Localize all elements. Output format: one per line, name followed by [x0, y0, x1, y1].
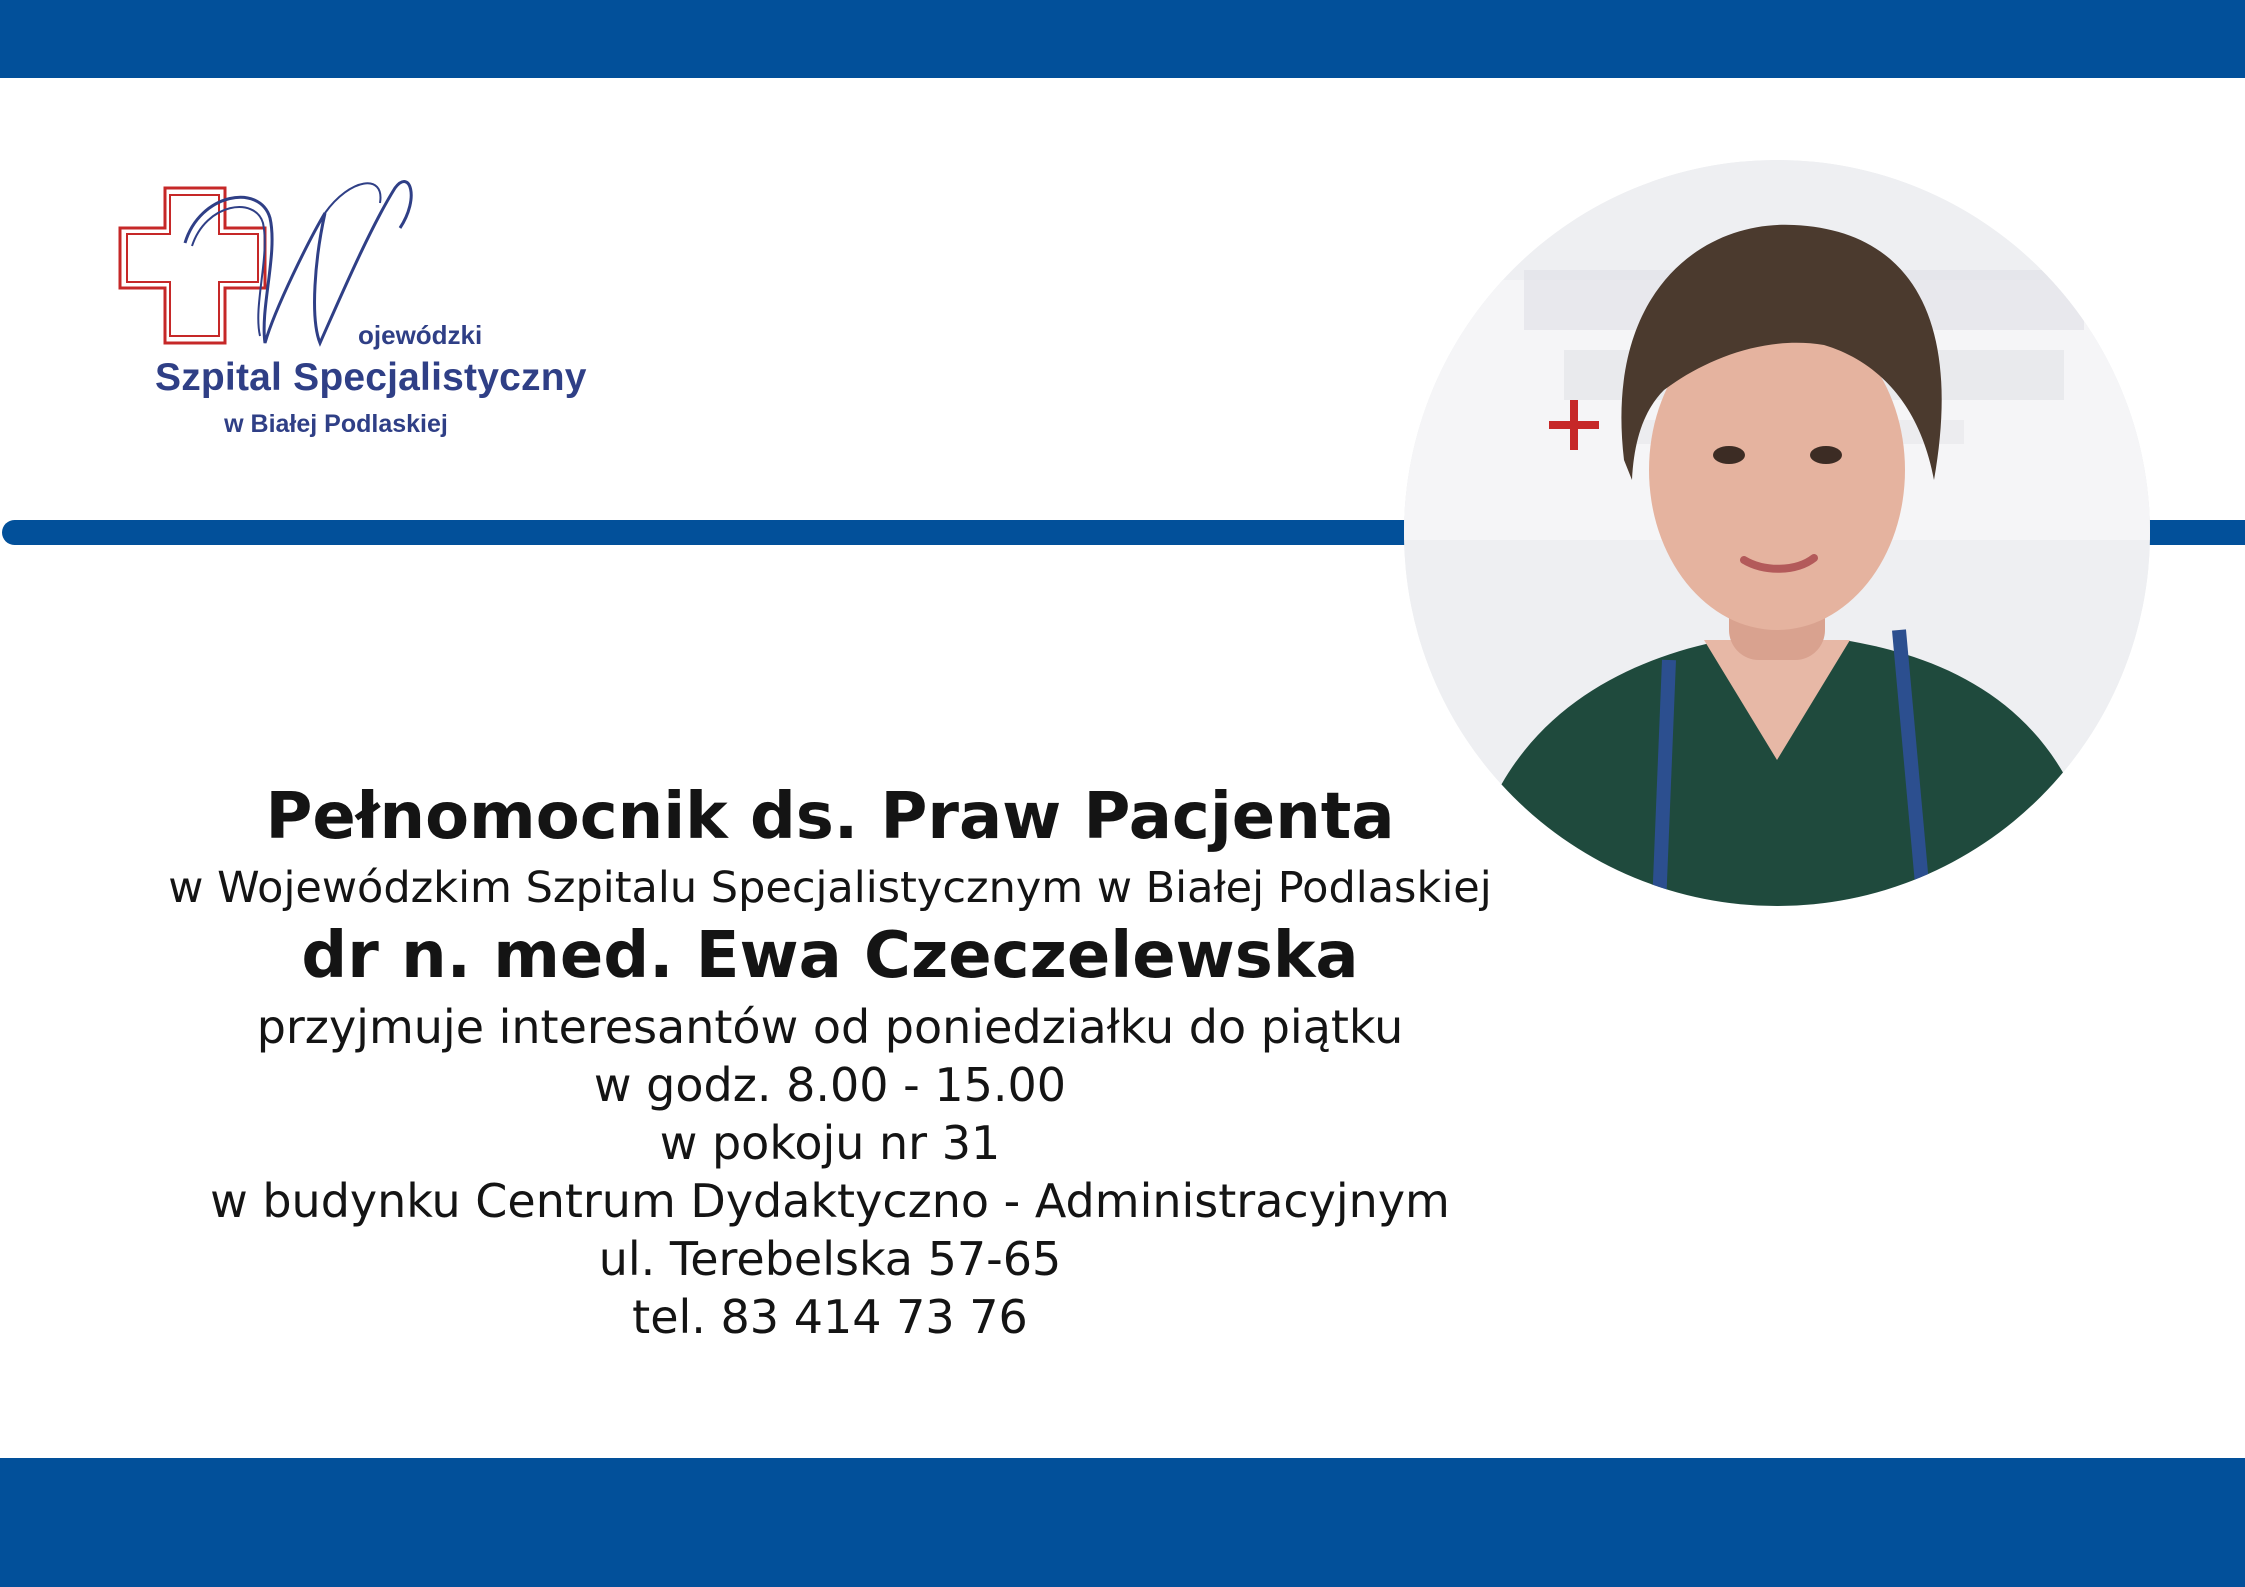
top-band	[0, 0, 2245, 78]
red-cross-monogram-icon	[110, 158, 570, 358]
info-building: w budynku Centrum Dydaktyczno - Administracyjnym	[210, 1174, 1450, 1228]
info-room: w pokoju nr 31	[659, 1116, 1001, 1170]
logo-city: w Białej Podlaskiej	[224, 410, 448, 438]
info-hours-intro: przyjmuje interesantów od poniedziałku do piątku	[256, 1000, 1404, 1054]
logo-suffix: ojewódzki	[358, 320, 483, 350]
info-title: Pełnomocnik ds. Praw Pacjenta	[265, 780, 1395, 854]
info-hospital: w Wojewódzkim Szpitalu Specjalistycznym w Białej Podlaskiej	[168, 863, 1492, 913]
info-person-name: dr n. med. Ewa Czeczelewska	[301, 919, 1359, 993]
info-address: ul. Terebelska 57-65	[598, 1232, 1062, 1286]
info-phone: tel. 83 414 73 76	[632, 1290, 1028, 1344]
logo-hospital-name: Szpital Specjalistyczny	[155, 356, 587, 399]
hospital-logo	[110, 158, 587, 448]
bottom-band	[0, 1458, 2245, 1587]
info-hours: w godz. 8.00 - 15.00	[593, 1058, 1067, 1112]
patient-rights-info	[20, 772, 1640, 1346]
